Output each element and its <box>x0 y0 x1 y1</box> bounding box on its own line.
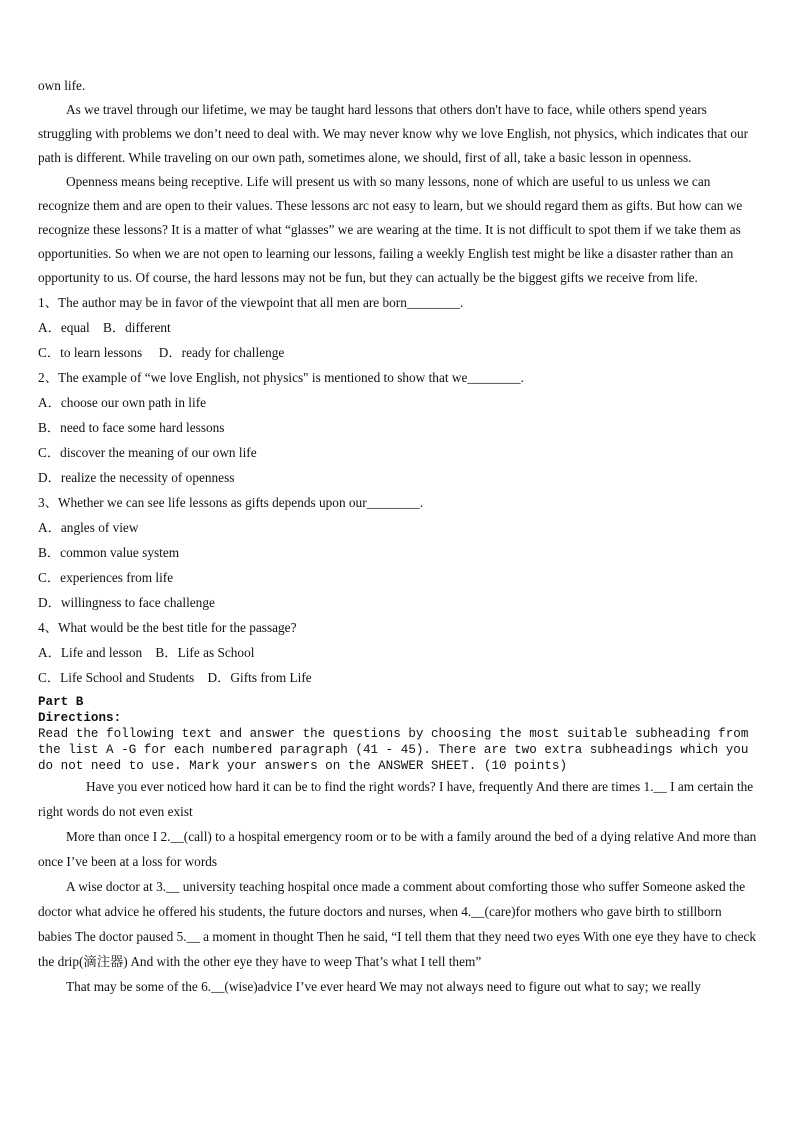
directions-text: Read the following text and answer the questions by choosing the most suitable subheading from the list A -G for each numbered paragraph (41 - 45). There are two extra subheadings which you do not need to use. Mark your answers on the ANSWER SHEET. (10 points) <box>38 727 749 773</box>
question-stem: 4、What would be the best title for the passage? <box>38 620 297 635</box>
cloze-paragraph-3: A wise doctor at 3.__ university teaching hospital once made a comment about comforting those who suffer Someone asked the doctor what advice he offered his students, the future doctors and nurses, when 4.__(care)for mothers who gave birth to stillborn babies The doctor paused 5.__ a moment in thought Then he said, “I tell them that they need two eyes With one eye they have to check the drip(滴注器) And with the other eye they have to weep That’s what I tell them” <box>38 879 757 969</box>
question-options: C．to learn lessons D．ready for challenge <box>38 345 285 360</box>
passage-paragraph-1: As we travel through our lifetime, we may be taught hard lessons that others don't have to face, while others spend years struggling with problems we don’t need to deal with. We may never know why we love English, not physics, which indicates that our path is different. While traveling on our own path, sometimes alone, we should, first of all, take a basic lesson in openness. <box>38 102 749 165</box>
passage-fragment: own life. <box>38 78 86 93</box>
question-option: D．realize the necessity of openness <box>38 470 235 485</box>
directions-label: Directions: <box>38 711 122 725</box>
document-page <box>38 74 758 999</box>
cloze-passage <box>38 774 758 999</box>
question-stem: 2、The example of “we love English, not physics" is mentioned to show that we________. <box>38 370 524 385</box>
part-b-section <box>38 694 758 774</box>
question-3 <box>38 490 758 615</box>
question-stem: 3、Whether we can see life lessons as gifts depends upon our________. <box>38 495 424 510</box>
question-option: B．common value system <box>38 545 180 560</box>
part-b-heading: Part B <box>38 695 84 709</box>
question-option: B．need to face some hard lessons <box>38 420 225 435</box>
question-2 <box>38 365 758 490</box>
question-4 <box>38 615 758 690</box>
question-option: D．willingness to face challenge <box>38 595 215 610</box>
cloze-paragraph-4: That may be some of the 6.__(wise)advice I’ve ever heard We may not always need to figure out what to say; we really <box>66 979 701 994</box>
cloze-paragraph-1: Have you ever noticed how hard it can be to find the right words? I have, frequently And there are times 1.__ I am certain the right words do not even exist <box>38 779 754 819</box>
passage-paragraph-2: Openness means being receptive. Life will present us with so many lessons, none of which are useful to us unless we can recognize them and are open to their values. These lessons arc not easy to learn, but we should regard them as gifts. But how can we recognize these lessons? It is a matter of what “glasses” we are wearing at the time. It is not difficult to spot them if we take them as opportunities. So when we are not open to learning our lessons, failing a weekly English test might be like a disaster rather than an opportunity to us. Of course, the hard lessons may not be fun, but they can actually be the biggest gifts we receive from life. <box>38 174 743 285</box>
question-option: C．experiences from life <box>38 570 174 585</box>
question-1 <box>38 290 758 365</box>
question-options: C．Life School and Students D．Gifts from Life <box>38 670 312 685</box>
question-stem: 1、The author may be in favor of the viewpoint that all men are born________. <box>38 295 464 310</box>
cloze-paragraph-2: More than once I 2.__(call) to a hospital emergency room or to be with a family around the bed of a dying relative And more than once I’ve been at a loss for words <box>38 829 757 869</box>
question-option: A．angles of view <box>38 520 139 535</box>
question-option: A．choose our own path in life <box>38 395 207 410</box>
question-options: A．equal B．different <box>38 320 171 335</box>
question-option: C．discover the meaning of our own life <box>38 445 257 460</box>
question-options: A．Life and lesson B．Life as School <box>38 645 255 660</box>
